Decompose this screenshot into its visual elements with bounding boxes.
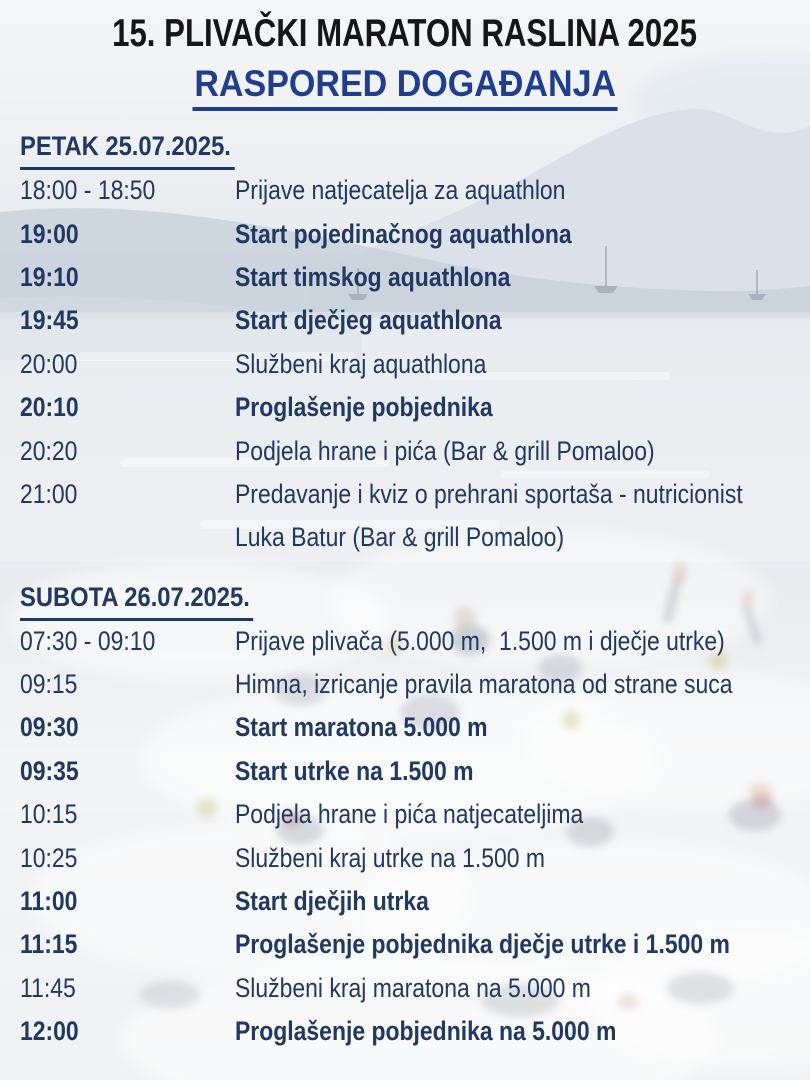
event-time	[20, 349, 235, 380]
schedule-row	[20, 793, 810, 836]
event-description-text: Luka Batur (Bar & grill Pomaloo)	[235, 522, 565, 553]
section-heading-text: SUBOTA 26.07.2025.	[20, 577, 253, 621]
event-description-text: Podjela hrane i pića natjecateljima	[235, 799, 584, 830]
event-description	[235, 929, 810, 960]
schedule-section	[20, 126, 810, 560]
event-time-text: 11:15	[20, 929, 78, 960]
event-description-text: Start pojedinačnog aquathlona	[235, 218, 572, 249]
schedule-row	[20, 256, 810, 299]
event-time-text: 09:15	[20, 669, 78, 700]
event-time-text: 20:20	[20, 435, 78, 466]
event-description-text: Proglašenje pobjednika dječje utrke i 1.500 m	[235, 929, 730, 960]
event-description-text: Prijave natjecatelja za aquathlon	[235, 175, 566, 206]
poster-subtitle-row	[0, 63, 810, 115]
event-description-text: Podjela hrane i pića (Bar & grill Pomaloo)	[235, 435, 655, 466]
event-time	[20, 262, 235, 293]
event-time-text: 19:10	[20, 261, 79, 292]
event-time	[20, 799, 235, 830]
section-heading-text: PETAK 25.07.2025.	[20, 126, 234, 170]
schedule-row-continuation	[20, 516, 810, 559]
event-time-text: 11:00	[20, 886, 78, 917]
event-description	[235, 973, 810, 1004]
schedule-row	[20, 386, 810, 429]
event-description	[235, 479, 810, 510]
event-time-text: 07:30 - 09:10	[20, 625, 156, 656]
event-time	[20, 843, 235, 874]
event-description	[235, 305, 810, 336]
event-description	[235, 262, 810, 293]
schedule	[20, 126, 810, 1053]
schedule-row	[20, 1010, 810, 1053]
event-time	[20, 886, 235, 917]
event-description	[235, 522, 810, 553]
event-time-text: 21:00	[20, 478, 78, 509]
poster-title: 15. PLIVAČKI MARATON RASLINA 2025	[112, 12, 698, 55]
event-time	[20, 436, 235, 467]
event-description-text: Start utrke na 1.500 m	[235, 755, 474, 786]
schedule-row	[20, 880, 810, 923]
event-description-text: Prijave plivača (5.000 m, 1.500 m i dječje utrke)	[235, 625, 725, 656]
event-time-text: 10:25	[20, 842, 78, 873]
event-time-text: 20:00	[20, 348, 78, 379]
section-heading	[20, 126, 810, 166]
event-time	[20, 929, 235, 960]
event-time-text: 20:10	[20, 392, 79, 423]
event-description	[235, 219, 810, 250]
event-time	[20, 175, 235, 206]
event-description-text: Proglašenje pobjednika	[235, 392, 493, 423]
event-description	[235, 669, 810, 700]
event-description-text: Start dječjih utrka	[235, 886, 429, 917]
event-time	[20, 479, 235, 510]
event-description-text: Start timskog aquathlona	[235, 261, 511, 292]
event-time-text: 19:45	[20, 305, 79, 336]
schedule-row	[20, 620, 810, 663]
event-time-text: 11:45	[20, 972, 76, 1003]
event-time	[20, 973, 235, 1004]
event-description	[235, 175, 810, 206]
event-description	[235, 392, 810, 423]
event-description-text: Predavanje i kviz o prehrani sportaša - nutricionist	[235, 478, 743, 509]
event-description	[235, 349, 810, 380]
event-time-text: 19:00	[20, 218, 79, 249]
event-time-text: 18:00 - 18:50	[20, 175, 156, 206]
poster-title-row	[0, 12, 810, 62]
poster-subtitle: RASPORED DOGAĐANJA	[192, 63, 617, 111]
event-time-text: 09:35	[20, 755, 79, 786]
schedule-row	[20, 663, 810, 706]
event-time	[20, 626, 235, 657]
schedule-row	[20, 343, 810, 386]
event-description-text: Službeni kraj aquathlona	[235, 348, 487, 379]
schedule-row	[20, 299, 810, 342]
event-time	[20, 219, 235, 250]
event-description-text: Start dječjeg aquathlona	[235, 305, 502, 336]
schedule-row	[20, 836, 810, 879]
schedule-row	[20, 429, 810, 472]
event-description-text: Službeni kraj utrke na 1.500 m	[235, 842, 545, 873]
event-description-text: Himna, izricanje pravila maratona od strane suca	[235, 669, 733, 700]
schedule-section	[20, 577, 810, 1054]
schedule-row	[20, 923, 810, 966]
event-description	[235, 756, 810, 787]
event-description	[235, 436, 810, 467]
schedule-row	[20, 706, 810, 749]
event-time-text: 12:00	[20, 1016, 79, 1047]
schedule-row	[20, 169, 810, 212]
event-time	[20, 305, 235, 336]
event-time-text: 10:15	[20, 799, 78, 830]
event-time-text: 09:30	[20, 712, 79, 743]
schedule-row	[20, 212, 810, 255]
event-description-text: Proglašenje pobjednika na 5.000 m	[235, 1016, 617, 1047]
event-time	[20, 669, 235, 700]
event-time	[20, 1016, 235, 1047]
event-description	[235, 799, 810, 830]
event-description	[235, 886, 810, 917]
event-time	[20, 392, 235, 423]
event-description-text: Službeni kraj maratona na 5.000 m	[235, 972, 591, 1003]
schedule-row	[20, 750, 810, 793]
event-description	[235, 1016, 810, 1047]
event-description-text: Start maratona 5.000 m	[235, 712, 488, 743]
event-description	[235, 843, 810, 874]
event-description	[235, 712, 810, 743]
section-heading	[20, 577, 810, 617]
event-time	[20, 529, 235, 547]
event-description	[235, 626, 810, 657]
schedule-row	[20, 473, 810, 516]
event-time	[20, 756, 235, 787]
event-time	[20, 712, 235, 743]
schedule-row	[20, 967, 810, 1010]
